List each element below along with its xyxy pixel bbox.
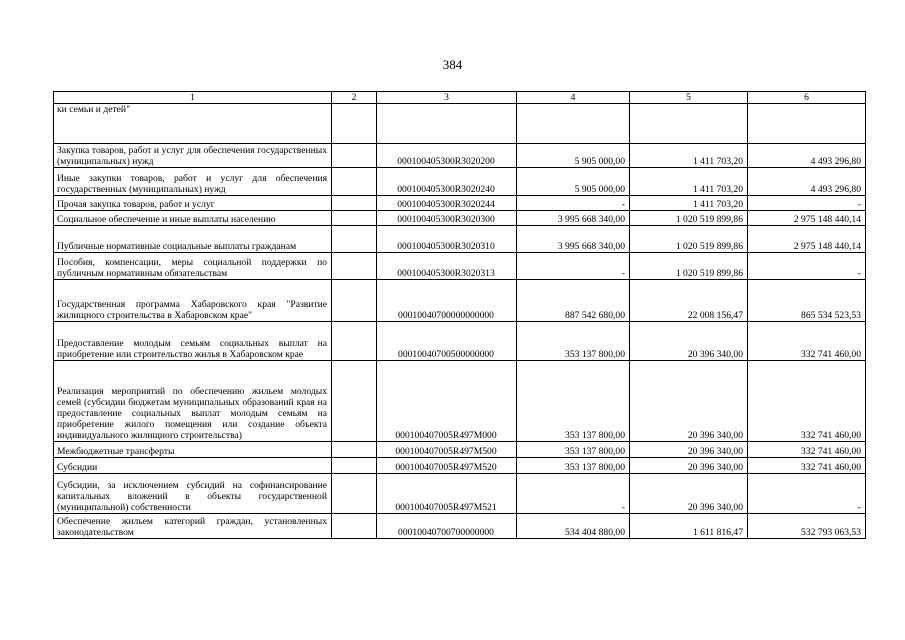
column-number-2: 2 (332, 92, 377, 104)
cell-column-2 (332, 280, 377, 322)
table-row (54, 322, 866, 361)
cell-column-4: 5 905 000,00 (517, 168, 630, 196)
cell-column-2 (332, 196, 377, 211)
cell-code (377, 104, 517, 144)
cell-column-6: - (748, 253, 866, 280)
cell-column-4: 3 995 668 340,00 (517, 211, 630, 226)
cell-column-4: 534 404 880,00 (517, 514, 630, 539)
cell-code: 000100405300R3020313 (377, 253, 517, 280)
table-row (54, 514, 866, 539)
table-body (54, 92, 866, 539)
column-number-5: 5 (630, 92, 748, 104)
cell-column-5: 20 396 340,00 (630, 458, 748, 474)
cell-column-4: 353 137 800,00 (517, 458, 630, 474)
table-row (54, 361, 866, 442)
cell-code: 000100407005R497M520 (377, 458, 517, 474)
cell-column-4: 887 542 680,00 (517, 280, 630, 322)
cell-name: Предоставление молодым семьям социальных выплат на приобретение или строительство жилья в Хабаровском крае (54, 322, 332, 361)
cell-column-4 (517, 104, 630, 144)
cell-column-6: - (748, 196, 866, 211)
table-row (54, 144, 866, 168)
cell-code: 000100405300R3020300 (377, 211, 517, 226)
cell-column-6 (748, 104, 866, 144)
cell-code: 00010040700700000000 (377, 514, 517, 539)
cell-name: ки семьи и детей" (54, 104, 332, 144)
cell-column-2 (332, 104, 377, 144)
cell-name: Социальное обеспечение и иные выплаты населению (54, 211, 332, 226)
column-number-1: 1 (54, 92, 332, 104)
cell-column-4: 3 995 668 340,00 (517, 226, 630, 253)
cell-column-6: 2 975 148 440,14 (748, 226, 866, 253)
cell-name: Субсидии (54, 458, 332, 474)
cell-column-4: - (517, 196, 630, 211)
cell-column-4: - (517, 253, 630, 280)
cell-column-5: 20 396 340,00 (630, 474, 748, 514)
cell-column-2 (332, 226, 377, 253)
column-number-6: 6 (748, 92, 866, 104)
cell-column-4: - (517, 474, 630, 514)
cell-code: 000100407005R497M500 (377, 442, 517, 458)
cell-name: Прочая закупка товаров, работ и услуг (54, 196, 332, 211)
cell-column-5: 1 020 519 899,86 (630, 253, 748, 280)
cell-name: Субсидии, за исключением субсидий на софинансирование капитальных вложений в объекты государственной (муниципальной) собственности (54, 474, 332, 514)
cell-column-5: 22 008 156,47 (630, 280, 748, 322)
cell-column-2 (332, 253, 377, 280)
cell-code: 000100407005R497M521 (377, 474, 517, 514)
cell-column-5: 20 396 340,00 (630, 322, 748, 361)
table-row (54, 168, 866, 196)
budget-execution-table (53, 91, 866, 539)
page-number: 384 (442, 57, 463, 72)
cell-code: 000100405300R3020200 (377, 144, 517, 168)
column-number-3: 3 (377, 92, 517, 104)
cell-column-5: 20 396 340,00 (630, 442, 748, 458)
cell-name: Публичные нормативные социальные выплаты гражданам (54, 226, 332, 253)
column-number-4: 4 (517, 92, 630, 104)
cell-column-6: 332 741 460,00 (748, 442, 866, 458)
cell-column-2 (332, 514, 377, 539)
table-row (54, 226, 866, 253)
cell-column-2 (332, 361, 377, 442)
table-row (54, 211, 866, 226)
cell-column-6: 865 534 523,53 (748, 280, 866, 322)
cell-column-2 (332, 144, 377, 168)
table-row (54, 196, 866, 211)
table-row (54, 253, 866, 280)
cell-name: Пособия, компенсации, меры социальной поддержки по публичным нормативным обязательствам (54, 253, 332, 280)
table-row (54, 474, 866, 514)
cell-column-2 (332, 168, 377, 196)
cell-code: 000100405300R3020240 (377, 168, 517, 196)
cell-column-5 (630, 104, 748, 144)
table-row (54, 458, 866, 474)
cell-column-6: 2 975 148 440,14 (748, 211, 866, 226)
cell-column-6: 332 741 460,00 (748, 458, 866, 474)
cell-column-6: 532 793 063,53 (748, 514, 866, 539)
cell-column-5: 1 611 816,47 (630, 514, 748, 539)
cell-column-5: 1 020 519 899,86 (630, 211, 748, 226)
cell-column-6: 4 493 296,80 (748, 144, 866, 168)
cell-column-6: - (748, 474, 866, 514)
cell-column-2 (332, 322, 377, 361)
cell-column-2 (332, 211, 377, 226)
cell-column-6: 4 493 296,80 (748, 168, 866, 196)
cell-column-5: 1 020 519 899,86 (630, 226, 748, 253)
cell-code: 000100407005R497M000 (377, 361, 517, 442)
cell-column-6: 332 741 460,00 (748, 361, 866, 442)
cell-column-5: 1 411 703,20 (630, 144, 748, 168)
cell-code: 00010040700500000000 (377, 322, 517, 361)
cell-name: Государственная программа Хабаровского края "Развитие жилищного строительства в Хабаровском крае" (54, 280, 332, 322)
cell-code: 00010040700000000000 (377, 280, 517, 322)
column-number-row (54, 92, 866, 104)
cell-column-2 (332, 458, 377, 474)
table-row (54, 280, 866, 322)
cell-column-5: 1 411 703,20 (630, 168, 748, 196)
cell-column-4: 353 137 800,00 (517, 442, 630, 458)
cell-column-4: 5 905 000,00 (517, 144, 630, 168)
table-row (54, 104, 866, 144)
cell-column-4: 353 137 800,00 (517, 322, 630, 361)
cell-column-6: 332 741 460,00 (748, 322, 866, 361)
cell-column-5: 20 396 340,00 (630, 361, 748, 442)
table-row (54, 442, 866, 458)
cell-name: Реализация мероприятий по обеспечению жильем молодых семей (субсидии бюджетам муниципальных образований края на предоставление социальных выплат молодым семьям на приобретение жилого помещения или создание объекта индивидуального жилищного строительства) (54, 361, 332, 442)
cell-column-2 (332, 474, 377, 514)
cell-name: Обеспечение жильем категорий граждан, установленных законодательством (54, 514, 332, 539)
cell-column-4: 353 137 800,00 (517, 361, 630, 442)
cell-code: 000100405300R3020310 (377, 226, 517, 253)
cell-name: Иные закупки товаров, работ и услуг для обеспечения государственных (муниципальных) нужд (54, 168, 332, 196)
cell-name: Межбюджетные трансферты (54, 442, 332, 458)
cell-name: Закупка товаров, работ и услуг для обеспечения государственных (муниципальных) нужд (54, 144, 332, 168)
cell-column-5: 1 411 703,20 (630, 196, 748, 211)
cell-code: 000100405300R3020244 (377, 196, 517, 211)
cell-column-2 (332, 442, 377, 458)
